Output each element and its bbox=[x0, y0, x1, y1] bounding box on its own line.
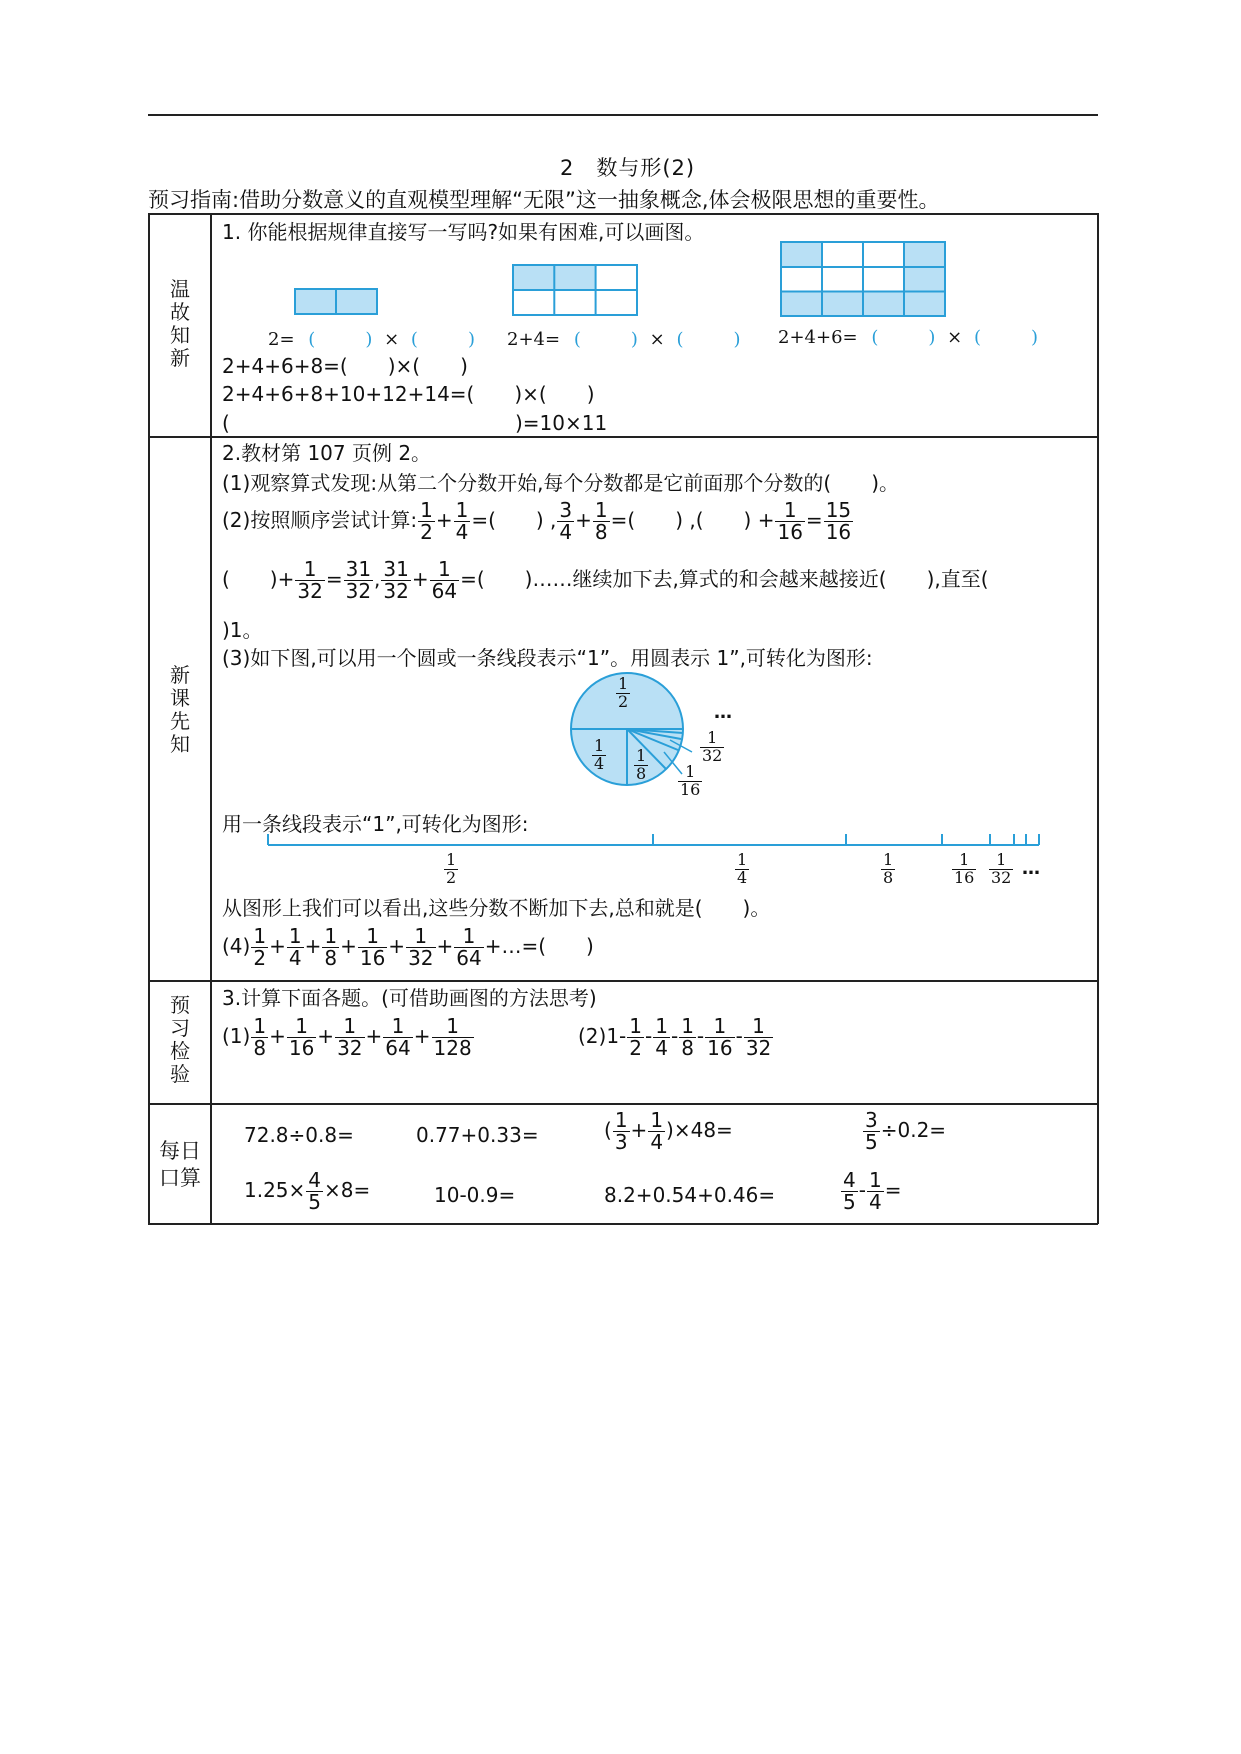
circle-label-half: $\frac{1}{2}$ bbox=[618, 674, 629, 711]
q2-part-2-wrap: )1。 bbox=[222, 618, 263, 642]
oral-2: 0.77+0.33= bbox=[416, 1123, 539, 1147]
segment-label-eighth: $\frac{1}{8}$ bbox=[883, 850, 894, 887]
q1-equation-c: 2+4+6= ( ) × ( ) bbox=[778, 327, 1039, 348]
oral-8: $\frac{4}{5}$ - $\frac{1}{4}$ = bbox=[843, 1168, 902, 1214]
section-label-line: 每日 bbox=[159, 1140, 201, 1163]
section-label-char: 知 bbox=[170, 732, 190, 756]
section-label-char: 验 bbox=[170, 1062, 190, 1086]
oral-7: 8.2+0.54+0.46= bbox=[604, 1183, 776, 1207]
section-label-char: 课 bbox=[170, 686, 190, 710]
oral-6: 10-0.9= bbox=[434, 1183, 516, 1207]
top-rule bbox=[148, 114, 1098, 116]
circle-label-eighth: $\frac{1}{8}$ bbox=[636, 746, 647, 783]
q1-line-1: 2+4+6+8=( )×( ) bbox=[222, 354, 468, 378]
preview-guide: 预习指南:借助分数意义的直观模型理解“无限”这一抽象概念,体会极限思想的重要性。 bbox=[148, 188, 940, 212]
segment-ellipsis: … bbox=[1022, 858, 1040, 879]
segment-diagram bbox=[264, 830, 1044, 850]
q1-line-3-open: ( bbox=[222, 411, 230, 435]
q2-heading: 2.教材第 107 页例 2。 bbox=[222, 441, 432, 465]
section-label-char: 知 bbox=[170, 323, 190, 347]
circle-label-sixteenth: $\frac{1}{16}$ bbox=[680, 762, 701, 799]
page-title: 2 数与形(2) bbox=[560, 156, 696, 180]
row-divider-3 bbox=[148, 1103, 1098, 1105]
q2-part-2: (2)按照顺序尝试计算: $\frac{1}{2}$ + $\frac{1}{4}$ =( ) , $\frac{3}{4}$ + $\frac{1}{8}$ =( ) ,( ) + $\frac{1}{16}$ = $\frac{15}{16}$ bbox=[222, 498, 852, 544]
segment-label-thirty-second: $\frac{1}{32}$ bbox=[991, 850, 1012, 887]
q1-line-3-rest: )=10×11 bbox=[515, 411, 608, 435]
grid-3x4 bbox=[781, 242, 945, 316]
q1-heading: 1. 你能根据规律直接写一写吗?如果有困难,可以画图。 bbox=[222, 220, 705, 244]
oral-5: 1.25× $\frac{4}{5}$ ×8= bbox=[244, 1168, 371, 1214]
segment-label-quarter: $\frac{1}{4}$ bbox=[737, 850, 748, 887]
segment-intro: 用一条线段表示“1”,可转化为图形: bbox=[222, 812, 529, 836]
q2-part-1: (1)观察算式发现:从第二个分数开始,每个分数都是它前面那个分数的( )。 bbox=[222, 471, 900, 495]
row-divider-1 bbox=[148, 436, 1098, 438]
grid-1x2 bbox=[295, 289, 377, 314]
circle-ellipsis: … bbox=[714, 702, 732, 723]
q2-part-3: (3)如下图,可以用一个圆或一条线段表示“1”。用圆表示 1”,可转化为图形: bbox=[222, 646, 873, 670]
q3-heading: 3.计算下面各题。(可借助画图的方法思考) bbox=[222, 986, 597, 1010]
circle-label-thirty-second: $\frac{1}{32}$ bbox=[702, 728, 723, 765]
section-label-preview-check bbox=[149, 994, 211, 1086]
section-label-char: 温 bbox=[170, 277, 190, 301]
circle-diagram bbox=[560, 672, 760, 812]
section-label-line: 口算 bbox=[159, 1167, 201, 1190]
q2-part-4: (4) $\frac{1}{2}$ + $\frac{1}{4}$ + $\frac{1}{8}$ + $\frac{1}{16}$ + $\frac{1}{32}$ + $\frac{1}{64}$ +…=( ) bbox=[222, 924, 594, 970]
row-divider-2 bbox=[148, 980, 1098, 982]
section-label-char: 检 bbox=[170, 1039, 190, 1063]
q1-equation-a: 2= ( ) × ( ) bbox=[268, 329, 475, 350]
section-label-char: 预 bbox=[170, 993, 190, 1017]
section-label-char: 新 bbox=[170, 663, 190, 687]
section-label-char: 习 bbox=[170, 1016, 190, 1040]
q1-grid-figures bbox=[290, 240, 950, 320]
oral-1: 72.8÷0.8= bbox=[244, 1123, 354, 1147]
segment-label-half: $\frac{1}{2}$ bbox=[446, 850, 457, 887]
q2-part-2-continued: ( )+ $\frac{1}{32}$ = $\frac{31}{32}$ , $\frac{31}{32}$ + $\frac{1}{64}$ =( )……继续加下去,算式的和会越来越接近( ),直至( bbox=[222, 557, 989, 603]
conclusion-text: 从图形上我们可以看出,这些分数不断加下去,总和就是( )。 bbox=[222, 896, 771, 920]
section-label-review bbox=[149, 278, 211, 370]
oral-3: ( $\frac{1}{3}$ + $\frac{1}{4}$ )×48= bbox=[604, 1108, 733, 1154]
circle-label-quarter: $\frac{1}{4}$ bbox=[594, 736, 605, 773]
section-label-daily-oral bbox=[149, 1138, 211, 1192]
section-label-char: 新 bbox=[170, 346, 190, 370]
grid-2x3 bbox=[513, 265, 637, 315]
section-label-char: 先 bbox=[170, 709, 190, 733]
q1-line-2: 2+4+6+8+10+12+14=( )×( ) bbox=[222, 382, 595, 406]
segment-label-sixteenth: $\frac{1}{16}$ bbox=[954, 850, 975, 887]
section-label-char: 故 bbox=[170, 300, 190, 324]
section-label-new-lesson bbox=[149, 664, 211, 756]
table-border-bottom bbox=[148, 1223, 1098, 1225]
q1-equation-b: 2+4= ( ) × ( ) bbox=[507, 329, 741, 350]
q3-problem-1: (1) $\frac{1}{8}$ + $\frac{1}{16}$ + $\frac{1}{32}$ + $\frac{1}{64}$ + $\frac{1}{128}$ bbox=[222, 1014, 472, 1060]
table-border-top bbox=[148, 213, 1098, 215]
table-border-right bbox=[1097, 213, 1099, 1224]
q3-problem-2: (2)1- $\frac{1}{2}$ - $\frac{1}{4}$ - $\frac{1}{8}$ - $\frac{1}{16}$ - $\frac{1}{32}$ bbox=[578, 1014, 772, 1060]
oral-4: $\frac{3}{5}$ ÷0.2= bbox=[865, 1108, 947, 1154]
